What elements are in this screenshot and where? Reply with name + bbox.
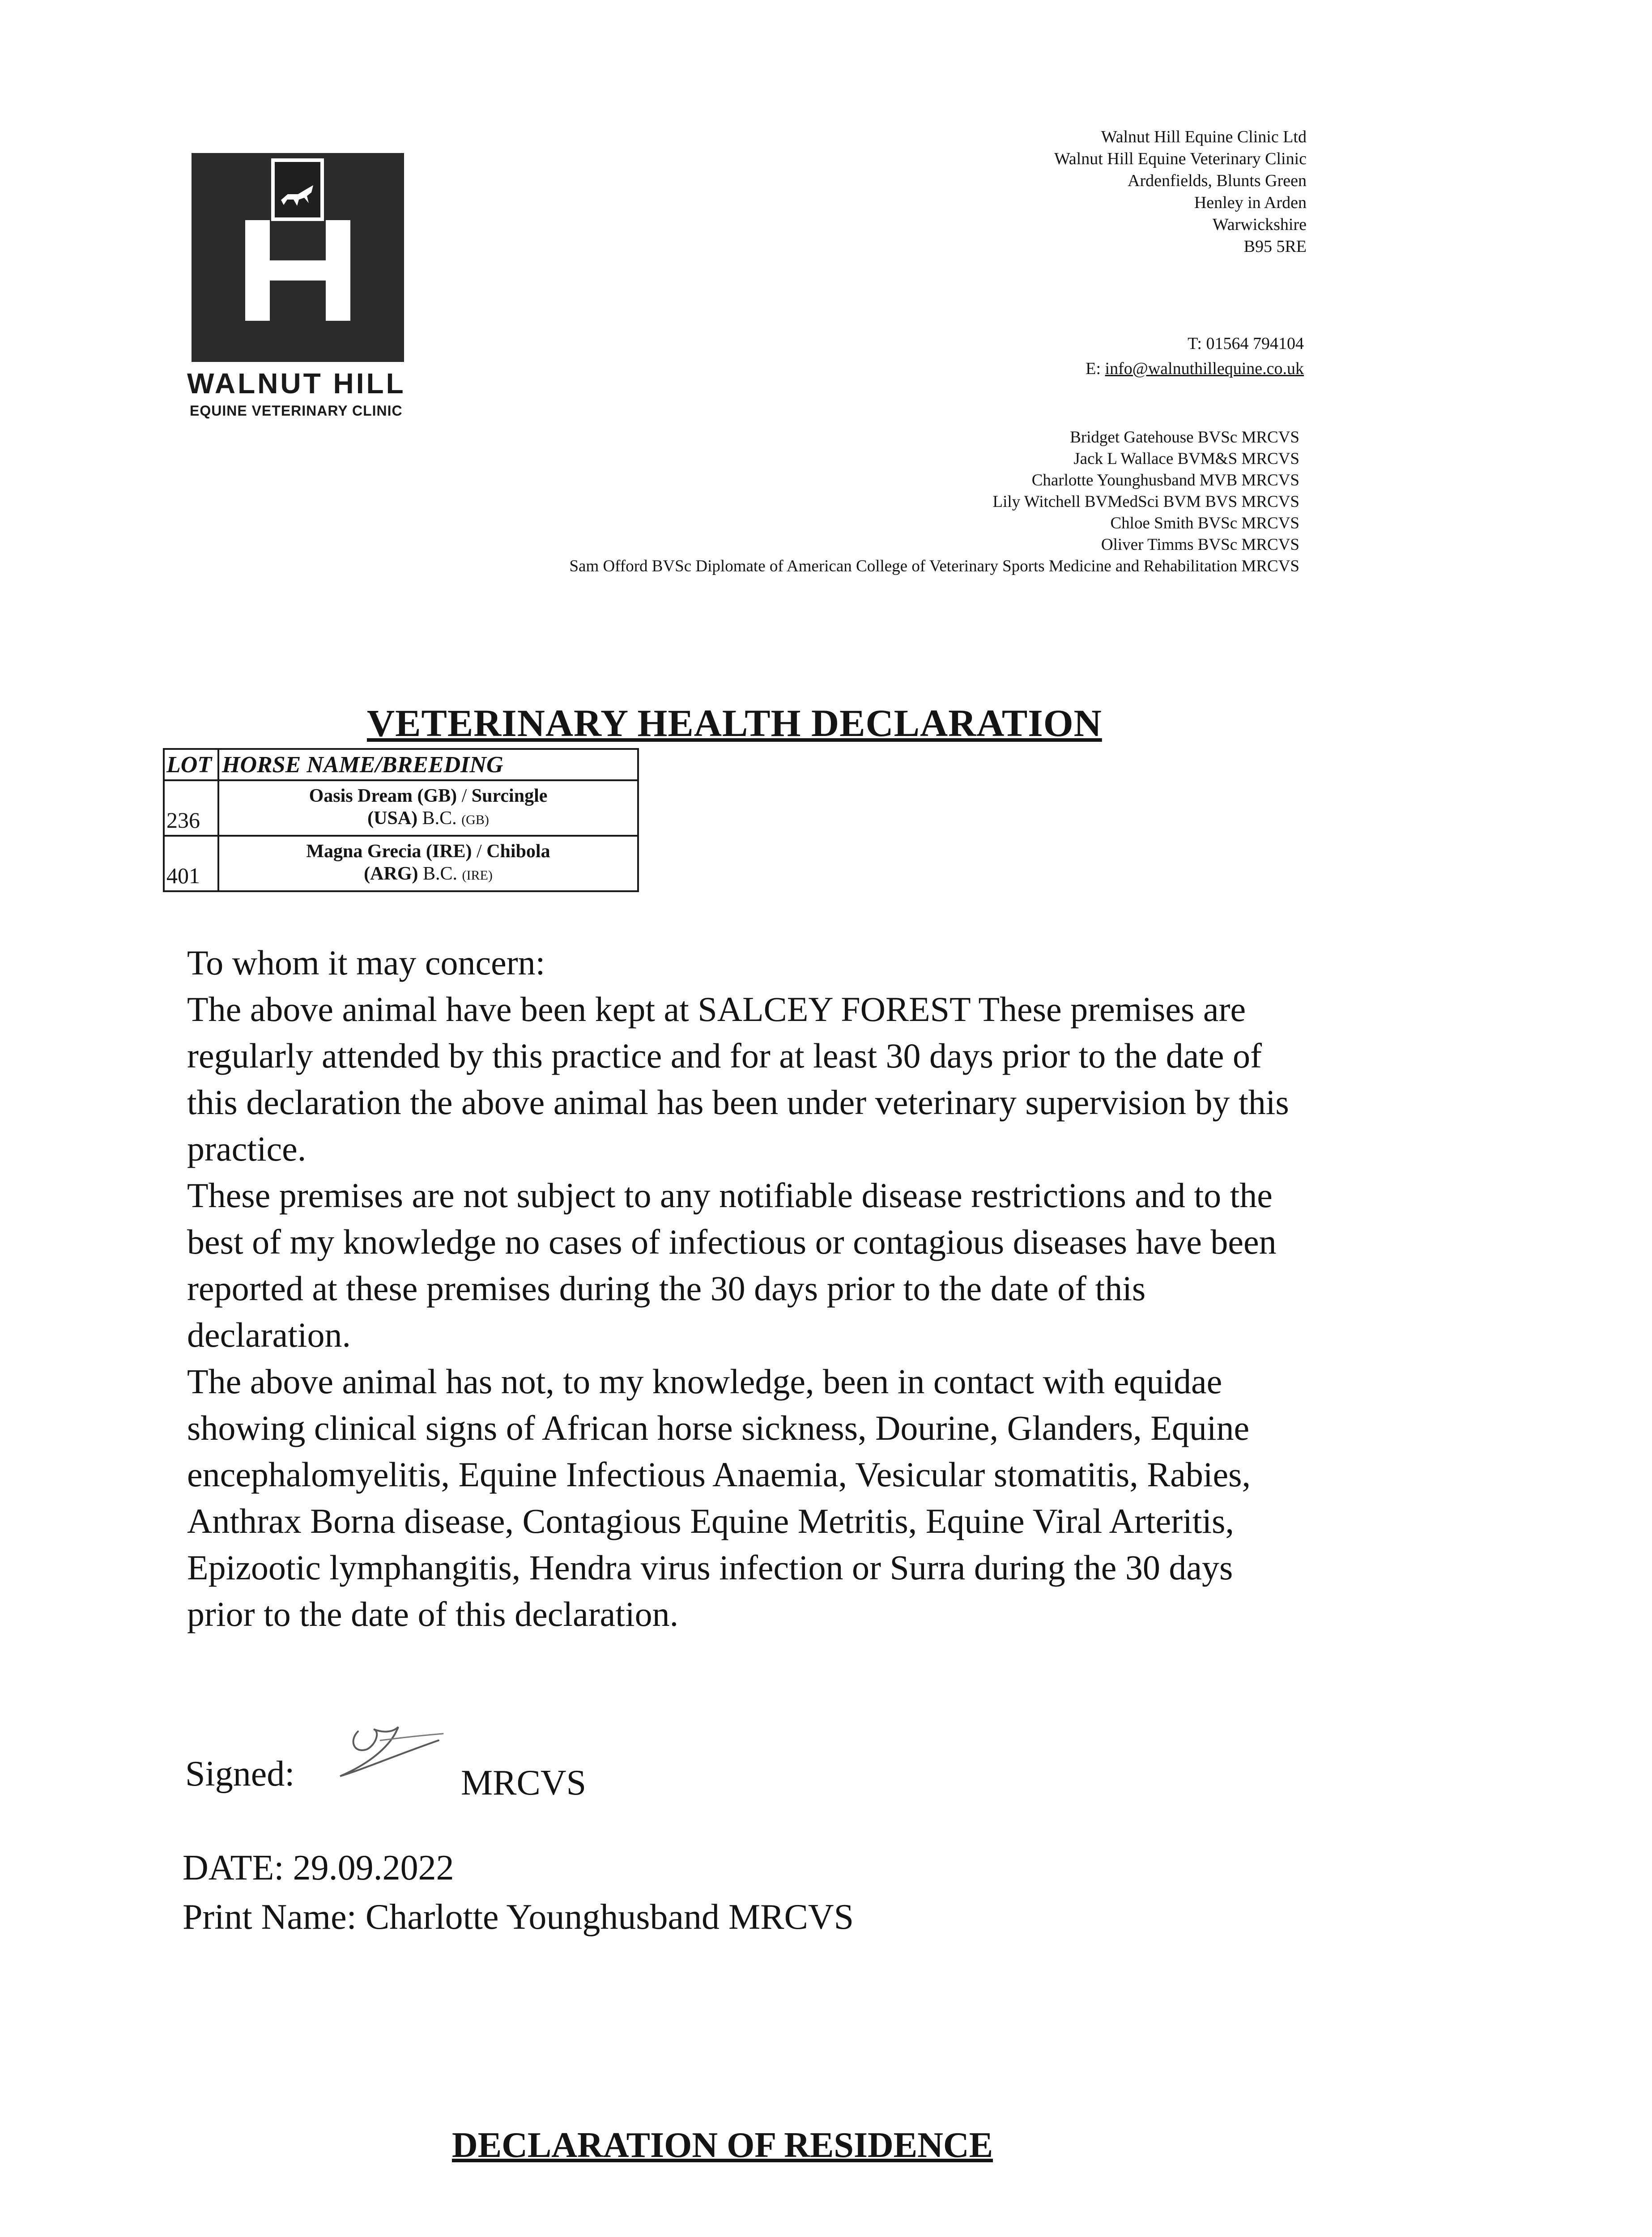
address-line: Ardenfields, Blunts Green: [1128, 171, 1307, 190]
lot-number: 401: [164, 836, 218, 891]
email-line: [1086, 356, 1304, 381]
sex: B.C.: [418, 863, 462, 884]
logo-name: WALNUT HILL: [187, 367, 406, 400]
staff-member: Charlotte Younghusband MVB MRCVS: [1031, 471, 1299, 489]
dam-origin: (USA): [367, 808, 418, 829]
address-line: Henley in Arden: [1194, 193, 1307, 212]
origin: (IRE): [462, 868, 493, 883]
header-lot: LOT: [164, 749, 218, 780]
staff-list: [569, 427, 1299, 577]
dam: Surcingle: [471, 786, 548, 806]
separator: /: [472, 841, 487, 862]
staff-member: Bridget Gatehouse BVSc MRCVS: [1070, 428, 1299, 447]
dam-origin: (ARG): [364, 863, 418, 884]
signature: [331, 1714, 452, 1794]
header-horse: HORSE NAME/BREEDING: [218, 749, 638, 780]
table-header-row: [164, 749, 638, 780]
sire: Magna Grecia (IRE): [306, 841, 472, 862]
signed-label: Signed:: [185, 1754, 295, 1794]
paragraph: The above animal has not, to my knowledge, been in contact with equidae showing clinical signs of African horse sickness, Dourine, Glanders, Equine encephalomyelitis, Equine Infectious Anaemia, Vesicular stomatitis, Rabies, Anthrax Borna disease, Contagious Equine Metritis, Equine Viral Arteritis, Epizootic lymphangitis, Hendra virus infection or Surra during the 30 days prior to the date of this declaration.: [187, 1362, 1251, 1633]
origin: (GB): [461, 812, 489, 827]
separator: /: [457, 786, 472, 806]
table-row: [164, 836, 638, 891]
lot-number: 236: [164, 780, 218, 836]
sire: Oasis Dream (GB): [309, 786, 457, 806]
page-title: VETERINARY HEALTH DECLARATION: [367, 702, 1102, 744]
staff-member: Lily Witchell BVMedSci BVM BVS MRCVS: [992, 493, 1299, 511]
email-label: E:: [1086, 359, 1105, 378]
clinic-contact: [1086, 331, 1304, 381]
section-title-residence: DECLARATION OF RESIDENCE: [452, 2126, 993, 2165]
paragraph: The above animal have been kept at SALCEY FOREST These premises are regularly attended by this practice and for at least 30 days prior to the date of this declaration the above animal has been under veterinary supervision by this practice.: [187, 990, 1289, 1168]
horse-breeding: [218, 836, 638, 891]
paragraph: These premises are not subject to any notifiable disease restrictions and to the best of my knowledge no cases of infectious or contagious diseases have been reported at these premises during the 30 days prior to the date of this declaration.: [187, 1176, 1277, 1354]
table-row: [164, 780, 638, 836]
logo-subtitle: EQUINE VETERINARY CLINIC: [190, 403, 403, 419]
address-line: Walnut Hill Equine Clinic Ltd: [1101, 128, 1307, 146]
address-line: Warwickshire: [1212, 215, 1307, 234]
declaration-date: DATE: 29.09.2022: [183, 1848, 454, 1888]
address-line: Walnut Hill Equine Veterinary Clinic: [1054, 149, 1307, 168]
salutation: To whom it may concern:: [187, 943, 545, 982]
clinic-logo: [192, 153, 404, 362]
clinic-address: [1054, 126, 1307, 258]
print-name: Print Name: Charlotte Younghusband MRCVS: [183, 1897, 854, 1937]
signed-suffix: MRCVS: [461, 1763, 587, 1803]
declaration-body: [187, 940, 1306, 1637]
staff-member: Chloe Smith BVSc MRCVS: [1110, 514, 1299, 532]
sex: B.C.: [417, 808, 462, 829]
dam: Chibola: [486, 841, 550, 862]
staff-member: Jack L Wallace BVM&S MRCVS: [1073, 450, 1299, 468]
phone: T: 01564 794104: [1188, 334, 1304, 353]
address-line: B95 5RE: [1243, 237, 1307, 256]
email-link[interactable]: info@walnuthillequine.co.uk: [1105, 359, 1304, 378]
staff-member: Sam Offord BVSc Diplomate of American College of Veterinary Sports Medicine and Rehabilitation MRCVS: [569, 557, 1299, 575]
staff-member: Oliver Timms BVSc MRCVS: [1101, 536, 1299, 554]
lot-table: [163, 748, 639, 892]
horse-breeding: [218, 780, 638, 836]
